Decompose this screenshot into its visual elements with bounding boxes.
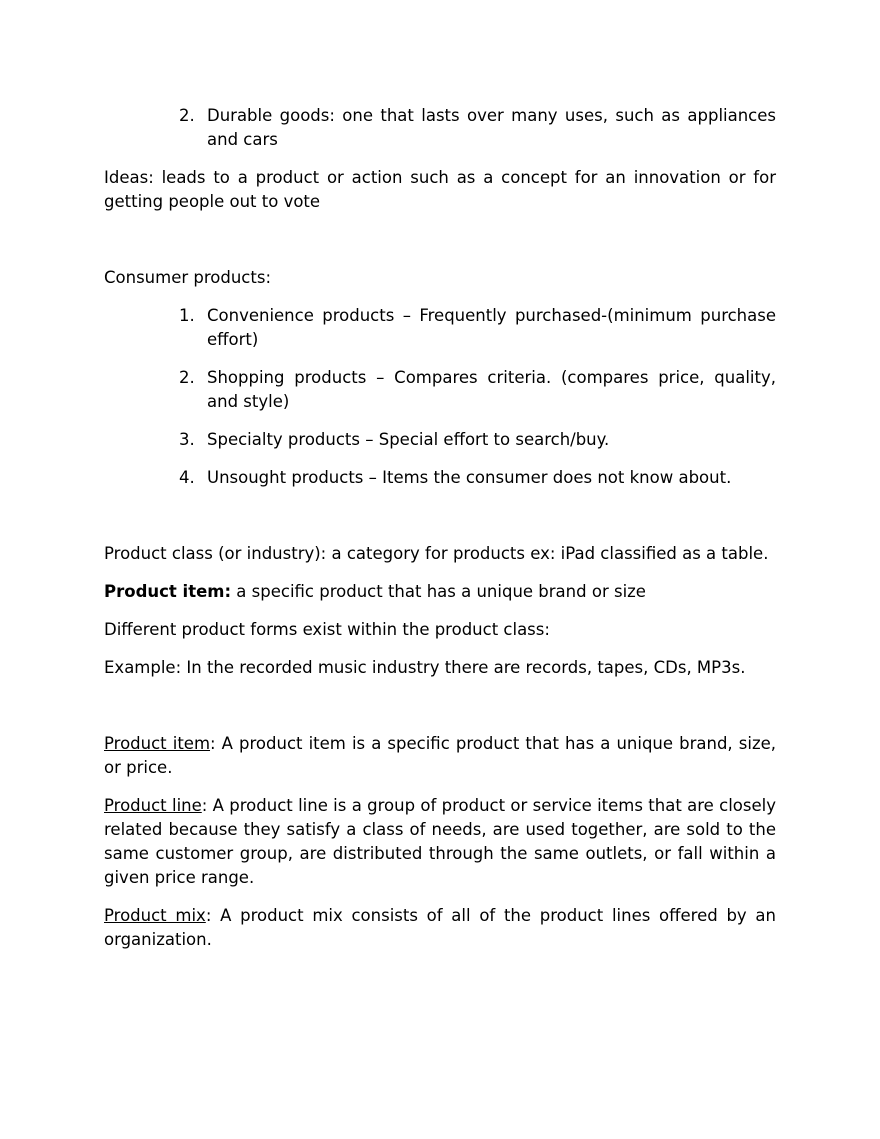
spacer <box>104 228 776 266</box>
product-item-paragraph <box>104 580 776 604</box>
list-number: 4. <box>179 468 195 487</box>
list-item <box>179 304 776 352</box>
list-number: 1. <box>179 306 195 325</box>
list-number: 2. <box>179 368 195 387</box>
list-item-text: Durable goods: one that lasts over many uses, such as appliances and cars <box>207 106 776 149</box>
list-item <box>179 366 776 414</box>
list-number: 3. <box>179 430 195 449</box>
definition-text: : A product item is a specific product that has a unique brand, size, or price. <box>104 734 776 777</box>
product-mix-definition <box>104 904 776 952</box>
definition-term: Product item <box>104 734 211 753</box>
ideas-paragraph: Ideas: leads to a product or action such as a concept for an innovation or for getting people out to vote <box>104 168 776 211</box>
list-item <box>179 104 776 152</box>
spacer <box>104 504 776 542</box>
list-item-text: Shopping products – Compares criteria. (compares price, quality, and style) <box>207 368 776 411</box>
product-item-definition <box>104 732 776 780</box>
product-item-term: Product item: <box>104 582 232 601</box>
list-item-text: Specialty products – Special effort to search/buy. <box>207 430 610 449</box>
list-item <box>179 466 776 490</box>
list-item-text: Unsought products – Items the consumer does not know about. <box>207 468 732 487</box>
list-item <box>179 428 776 452</box>
spacer <box>104 694 776 732</box>
definition-term: Product mix <box>104 906 206 925</box>
product-line-definition <box>104 794 776 890</box>
definition-term: Product line <box>104 796 202 815</box>
example-paragraph: Example: In the recorded music industry there are records, tapes, CDs, MP3s. <box>104 658 746 677</box>
definition-text: : A product mix consists of all of the product lines offered by an organization. <box>104 906 776 949</box>
product-forms-paragraph: Different product forms exist within the product class: <box>104 620 550 639</box>
list-item-text: Convenience products – Frequently purchased-(minimum purchase effort) <box>207 306 776 349</box>
goods-list <box>104 104 776 152</box>
consumer-products-list <box>104 304 776 490</box>
definition-text: : A product line is a group of product or service items that are closely related because they satisfy a class of needs, are used together, are sold to the same customer group, are distributed through the same outlets, or fall within a given price range. <box>104 796 776 887</box>
product-item-text: a specific product that has a unique brand or size <box>231 582 646 601</box>
document-page <box>104 104 776 966</box>
product-class-paragraph: Product class (or industry): a category for products ex: iPad classified as a table. <box>104 544 769 563</box>
consumer-products-heading: Consumer products: <box>104 268 271 287</box>
list-number: 2. <box>179 106 195 125</box>
